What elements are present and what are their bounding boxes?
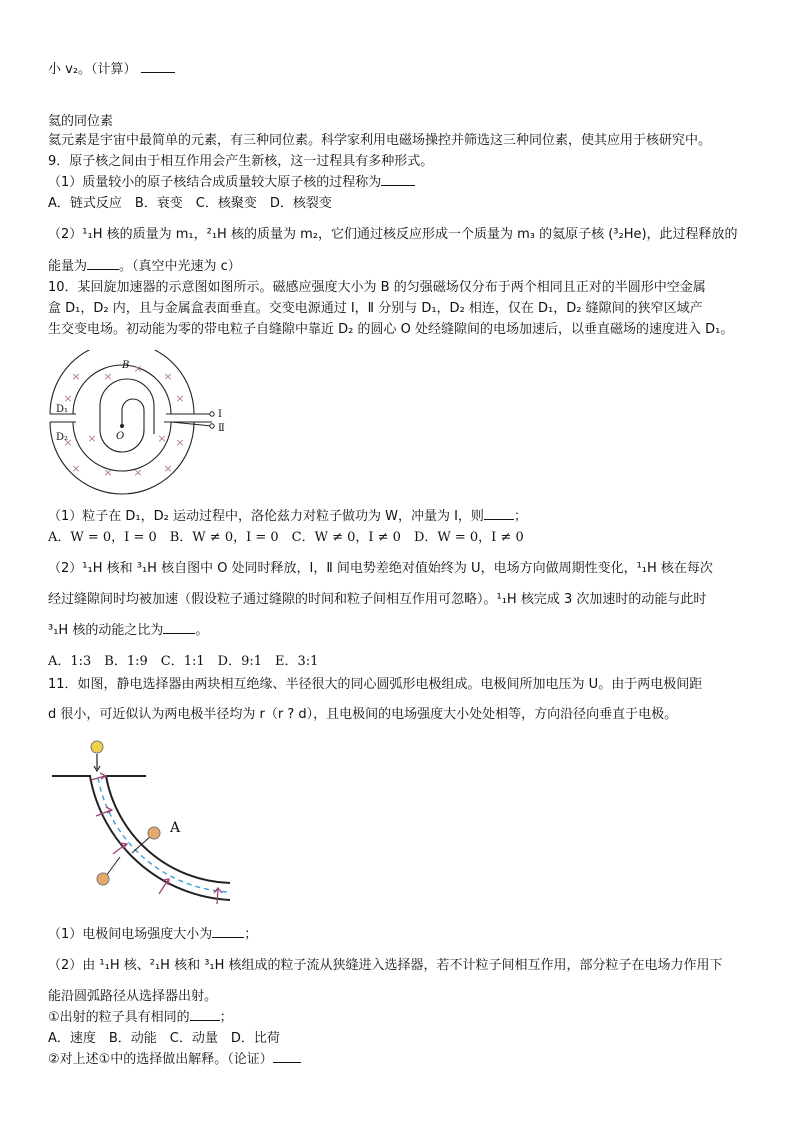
selector-figure	[48, 736, 238, 918]
label-I: I	[218, 409, 222, 420]
cyclotron-figure	[46, 350, 236, 502]
question-9-1: （1）质量较小的原子核结合成质量较大原子核的过程称为	[48, 174, 415, 192]
svg-text:×: ×	[157, 432, 167, 445]
question-11-b: d 很小，可近似认为两电极半径均为 r（r ? d），且电极间的电场强度大小处处相等，方向沿径向垂直于电极。	[48, 707, 678, 722]
question-10-1: （1）粒子在 D₁，D₂ 运动过程中，洛伦兹力对粒子做功为 W，冲量为 I，则 ；	[48, 509, 527, 524]
question-9-2-cont: 能量为 。（真空中光速为 c）	[48, 259, 241, 274]
svg-text:×: ×	[63, 392, 73, 405]
label-II: Ⅱ	[218, 423, 225, 434]
svg-text:×: ×	[163, 370, 173, 383]
svg-text:×: ×	[163, 462, 173, 475]
svg-text:×: ×	[71, 462, 81, 475]
question-10-a: 10．某回旋加速器的示意图如图所示。磁感应强度大小为 B 的匀强磁场仅分布于两个相同且正对的半圆形中空金属	[48, 280, 706, 295]
question-9-1-options: A．链式反应 B．衰变 C．核聚变 D．核裂变	[48, 196, 332, 211]
question-11-2-options: A．速度 B．动能 C．动量 D．比荷	[48, 1031, 280, 1046]
svg-text:×: ×	[103, 370, 113, 383]
label-B: B	[122, 360, 130, 371]
svg-text:×: ×	[71, 370, 81, 383]
section-heading: 氦的同位素	[48, 114, 114, 129]
label-O: O	[116, 431, 125, 442]
text-line: 小 v₂。（计算）	[48, 61, 175, 79]
svg-text:×: ×	[133, 362, 143, 375]
label-D2: D₂	[56, 432, 69, 443]
question-11-2-d: ②对上述①中的选择做出解释。（论证）	[48, 1051, 301, 1069]
svg-text:×: ×	[175, 392, 185, 405]
intro-text: 氦元素是宇宙中最简单的元素，有三种同位素。科学家利用电磁场操控并筛选这三种同位素，使其应用于核研究中。	[48, 133, 712, 148]
question-9: 9．原子核之间由于相互作用会产生新核，这一过程具有多种形式。	[48, 154, 434, 169]
question-11-2-b: 能沿圆弧路径从选择器出射。	[48, 989, 218, 1004]
svg-text:×: ×	[63, 436, 73, 449]
label-D1: D₁	[56, 404, 69, 415]
label-A: A	[170, 820, 181, 836]
question-11-1: （1）电极间电场强度大小为 ；	[48, 927, 258, 942]
svg-text:×: ×	[87, 432, 97, 445]
question-10-c: 生交变电场。初动能为零的带电粒子自缝隙中靠近 D₂ 的圆心 O 处经缝隙间的电场加速后，以垂直磁场的速度进入 D₁。	[48, 322, 734, 337]
question-10-2-b: 经过缝隙间时均被加速（假设粒子通过缝隙的时间和粒子间相互作用可忽略）。¹₁H 核完成 3 次加速时的动能与此时	[48, 592, 707, 607]
question-10-b: 盒 D₁，D₂ 内，且与金属盒表面垂直。交变电源通过 Ⅰ，Ⅱ 分别与 D₁，D₂ 相连，仅在 D₁，D₂ 缝隙间的狭窄区域产	[48, 301, 703, 316]
svg-text:×: ×	[175, 436, 185, 449]
svg-text:×: ×	[103, 466, 113, 479]
question-11-a: 11．如图，静电选择器由两块相互绝缘、半径很大的同心圆弧形电极组成。电极间所加电压为 U。由于两电极间距	[48, 677, 703, 692]
question-10-2-options: A．1:3 B．1:9 C．1:1 D．9:1 E．3:1	[48, 654, 319, 669]
question-11-2-c: ①出射的粒子具有相同的 ；	[48, 1010, 233, 1025]
question-9-2: （2）¹₁H 核的质量为 m₁，²₁H 核的质量为 m₂，它们通过核反应形成一个质量为 m₃ 的氦原子核 (³₂He)，此过程释放的	[48, 227, 738, 242]
question-10-1-options: A．W = 0，I = 0 B．W ≠ 0，I = 0 C．W ≠ 0，I ≠ 0 D．W = 0，I ≠ 0	[48, 530, 524, 545]
svg-text:×: ×	[133, 466, 143, 479]
question-11-2-a: （2）由 ¹₁H 核、²₁H 核和 ³₁H 核组成的粒子流从狭缝进入选择器，若不计粒子间相互作用，部分粒子在电场力作用下	[48, 958, 723, 973]
question-10-2-c: ³₁H 核的动能之比为 。	[48, 623, 209, 638]
question-10-2-a: （2）¹₁H 核和 ³₁H 核自图中 O 处同时释放，Ⅰ，Ⅱ 间电势差绝对值始终为 U，电场方向做周期性变化，¹₁H 核在每次	[48, 561, 713, 576]
